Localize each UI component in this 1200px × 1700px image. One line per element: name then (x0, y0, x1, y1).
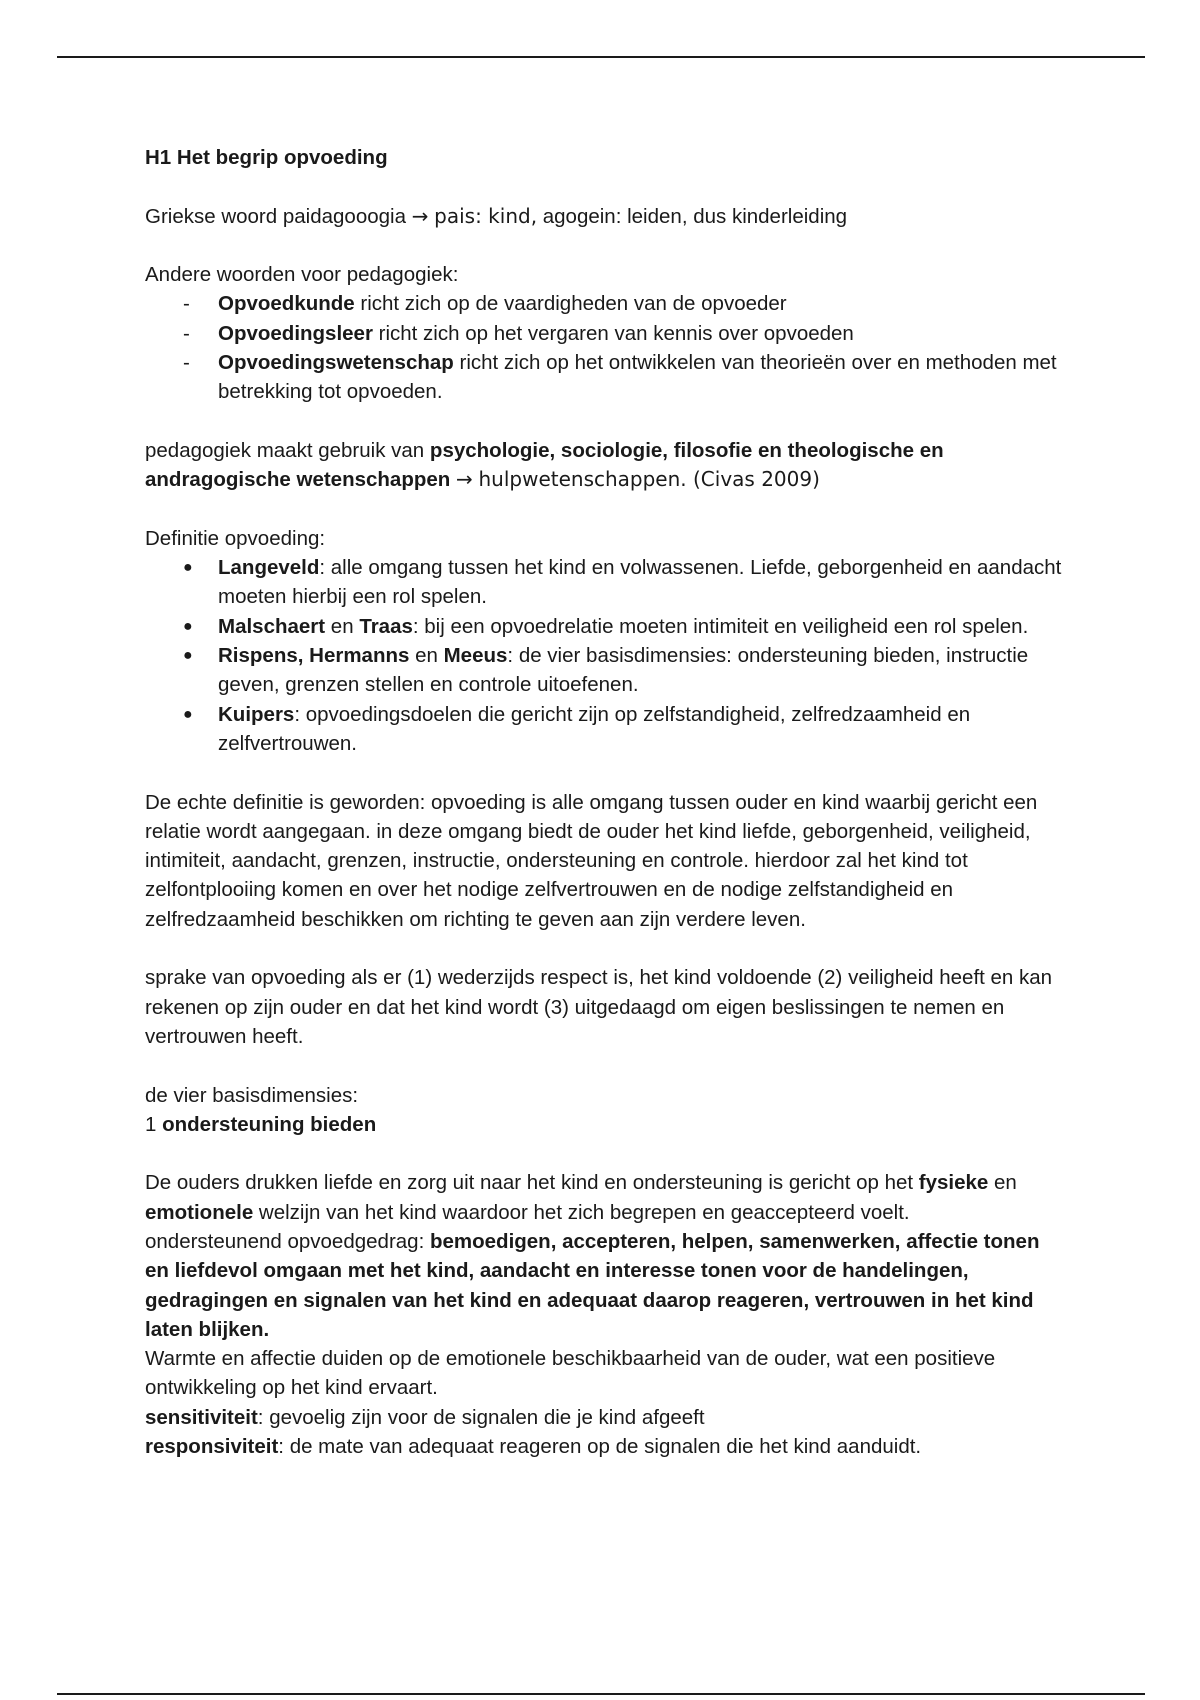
dash-marker: - (183, 321, 190, 345)
term-description: : de mate van adequaat reageren op de signalen die het kind aanduidt. (278, 1435, 922, 1459)
definition-text: : de vier basisdimensies: ondersteuning bieden, instructie geven, grenzen stellen en controle uitoefenen. (218, 644, 1029, 697)
dimension-number: 1 (145, 1112, 157, 1136)
definition-text: en (409, 644, 444, 668)
arrow-icon: → (411, 203, 429, 228)
greek-rest: agogein: leiden, dus kinderleiding (542, 204, 848, 228)
term: Opvoedingswetenschap (218, 351, 454, 375)
bullet-icon: ● (183, 559, 193, 577)
support-keyword: fysieke (918, 1171, 989, 1195)
support-text: welzijn van het kind waardoor het zich begrepen en geaccepteerd voelt. (253, 1200, 910, 1224)
header-rule (57, 56, 1145, 58)
greek-pais: pais: kind, (434, 203, 538, 228)
other-words-intro: Andere woorden voor pedagogiek: (145, 263, 459, 287)
responsivity-line (145, 1432, 1065, 1461)
term-description: richt zich op het vergaren van kennis over opvoeden (372, 321, 854, 345)
document-body (145, 143, 1065, 1461)
greek-prefix: Griekse woord paidagooogia (145, 204, 406, 228)
term: Opvoedkunde (218, 292, 355, 316)
arrow-icon: → (456, 467, 473, 492)
dimension-heading (145, 1110, 1065, 1139)
support-text: De ouders drukken liefde en zorg uit naar het kind en ondersteuning is gericht op het (145, 1171, 919, 1195)
other-words-list (145, 289, 1065, 406)
author-name: Kuipers (218, 702, 295, 726)
list-item (145, 612, 1065, 641)
bullet-icon: ● (183, 705, 193, 723)
list-item (145, 348, 1065, 407)
pedagogiek-tail: hulpwetenschappen. (Civas 2009) (478, 467, 820, 492)
list-item (145, 553, 1065, 612)
term-description: : gevoelig zijn voor de signalen die je kind afgeeft (257, 1405, 705, 1429)
dimension-title: ondersteuning bieden (162, 1112, 377, 1136)
list-item (145, 289, 1065, 318)
author-name: Meeus (443, 644, 508, 668)
greek-word-line (145, 202, 1065, 231)
dimensions-intro: de vier basisdimensies: (145, 1083, 359, 1107)
pedagogiek-lead: pedagogiek maakt gebruik van (145, 438, 430, 462)
pedagogiek-paragraph (145, 436, 1065, 495)
support-behaviour (145, 1227, 1065, 1344)
support-text: en (988, 1171, 1017, 1195)
term-description: richt zich op de vaardigheden van de opvoeder (354, 292, 787, 316)
page-title: H1 Het begrip opvoeding (145, 146, 388, 169)
author-name: Langeveld (218, 556, 320, 580)
definition-text: : opvoedingsdoelen die gericht zijn op zelfstandigheid, zelfredzaamheid en zelfvertrouwen. (218, 702, 971, 755)
footer-rule (57, 1693, 1145, 1695)
author-name: Malschaert (218, 614, 326, 638)
dash-marker: - (183, 351, 190, 375)
term: Opvoedingsleer (218, 321, 373, 345)
definition-text: : alle omgang tussen het kind en volwassenen. Liefde, geborgenheid en aandacht moeten hierbij een rol spelen. (218, 556, 1062, 609)
author-name: Traas (359, 614, 413, 638)
real-definition-paragraph: De echte definitie is geworden: opvoeding is alle omgang tussen ouder en kind waarbij gericht een relatie wordt aangegaan. in deze omgang biedt de ouder het kind liefde, geborgenheid, veiligheid, intimiteit, aandacht, grenzen, instructie, ondersteuning en controle. hierdoor zal het kind tot zelfontplooiing komen en over het nodige zelfvertrouwen en de nodige zelfstandigheid en zelfredzaamheid beschikken om richting te geven aan zijn verdere leven. (145, 790, 1038, 931)
list-item (145, 700, 1065, 759)
pedagogiek-sciences: psychologie, sociologie, filosofie en theologische en andragogische wetenschappen (145, 438, 944, 492)
dash-marker: - (183, 292, 190, 316)
term-description: richt zich op het ontwikkelen van theorieën over en methoden met betrekking tot opvoeden. (218, 351, 1057, 404)
support-keyword: emotionele (145, 1200, 254, 1224)
definitions-intro: Definitie opvoeding: (145, 526, 326, 550)
term: responsiviteit (145, 1435, 279, 1459)
term: sensitiviteit (145, 1405, 258, 1429)
author-name: Rispens, Hermanns (218, 644, 410, 668)
sprake-paragraph: sprake van opvoeding als er (1) wederzijds respect is, het kind voldoende (2) veiligheid heeft en kan rekenen op zijn ouder en dat het kind wordt (3) uitgedaagd om eigen beslissingen te nemen en vertrouwen heeft. (145, 966, 1053, 1048)
behaviour-list: bemoedigen, accepteren, helpen, samenwerken, affectie tonen en liefdevol omgaan met het kind, aandacht en interesse tonen voor de handelingen, gedragingen en signalen van het kind en adequaat daarop reageren, vertrouwen in het kind laten blijken. (145, 1229, 1040, 1341)
definition-text: : bij een opvoedrelatie moeten intimiteit en veiligheid een rol spelen. (412, 614, 1029, 638)
warmth-paragraph: Warmte en affectie duiden op de emotionele beschikbaarheid van de ouder, wat een positieve ontwikkeling op het kind ervaart. (145, 1347, 996, 1400)
list-item (145, 319, 1065, 348)
behaviour-lead: ondersteunend opvoedgedrag: (145, 1229, 430, 1253)
definition-text: en (325, 614, 360, 638)
list-item (145, 641, 1065, 700)
definitions-list (145, 553, 1065, 758)
support-paragraph (145, 1168, 1065, 1227)
bullet-icon: ● (183, 617, 193, 635)
bullet-icon: ● (183, 647, 193, 665)
sensitivity-line (145, 1403, 1065, 1432)
